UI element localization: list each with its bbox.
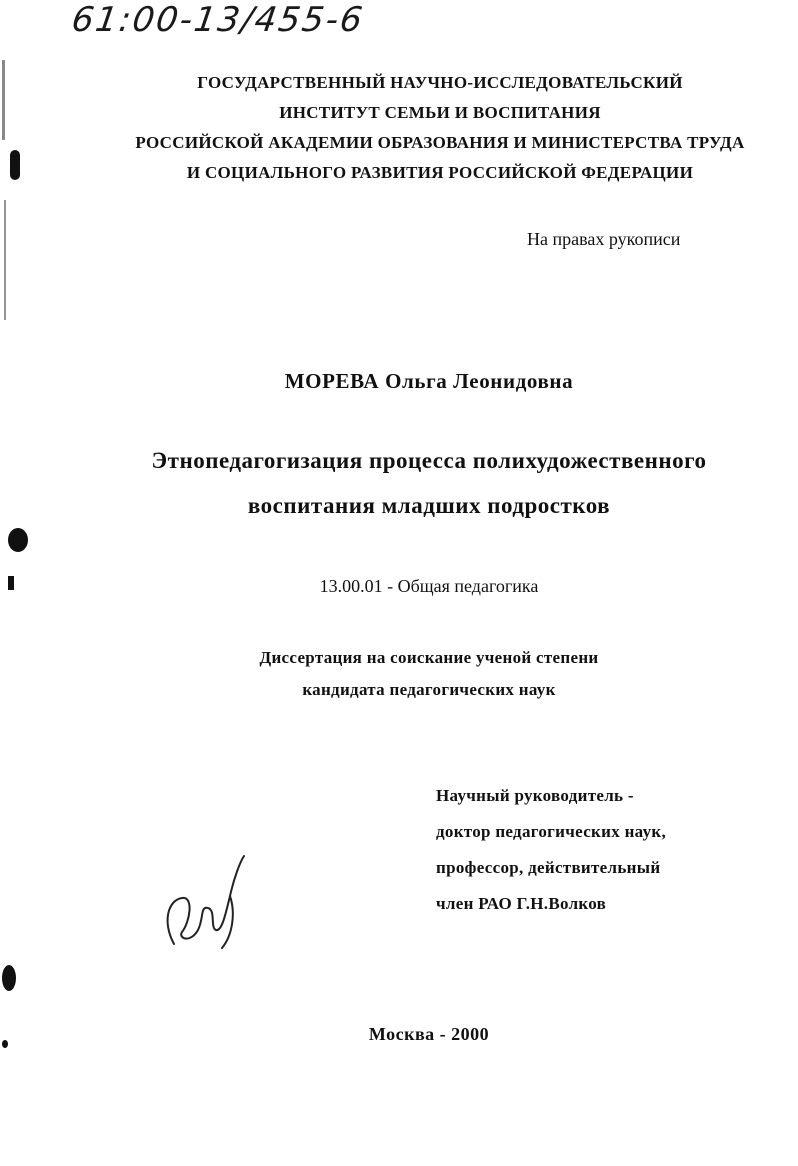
dissertation-title bbox=[0, 444, 798, 534]
institution-line: РОССИЙСКОЙ АКАДЕМИИ ОБРАЗОВАНИЯ И МИНИСТЕРСТВА ТРУДА bbox=[135, 133, 745, 152]
author-surname: МОРЕВА bbox=[284, 369, 380, 393]
degree-line: Диссертация на соискание ученой степени bbox=[259, 648, 599, 667]
degree-line: кандидата педагогических наук bbox=[302, 680, 556, 699]
supervisor-line: Научный руководитель - bbox=[436, 786, 634, 805]
handwritten-signature bbox=[160, 852, 250, 962]
supervisor-line: доктор педагогических наук, bbox=[436, 822, 667, 841]
institution-block bbox=[80, 68, 798, 188]
supervisor-block bbox=[436, 782, 666, 926]
author-name bbox=[0, 369, 798, 394]
supervisor-line: член РАО Г.Н.Волков bbox=[436, 894, 607, 913]
archive-code-handwritten: 61:00-13/455-6 bbox=[69, 0, 367, 40]
city-year: Москва - 2000 bbox=[368, 1024, 490, 1044]
institution-line: ИНСТИТУТ СЕМЬИ И ВОСПИТАНИЯ bbox=[279, 103, 601, 122]
author-given-names: Ольга Леонидовна bbox=[385, 369, 574, 393]
specialty: 13.00.01 - Общая педагогика bbox=[319, 576, 539, 596]
title-line: Этнопедагогизация процесса полихудожественного bbox=[151, 448, 707, 473]
manuscript-note: На правах рукописи bbox=[527, 229, 681, 249]
institution-line: ГОСУДАРСТВЕННЫЙ НАУЧНО-ИССЛЕДОВАТЕЛЬСКИЙ bbox=[197, 73, 683, 92]
institution-line: И СОЦИАЛЬНОГО РАЗВИТИЯ РОССИЙСКОЙ ФЕДЕРАЦИИ bbox=[186, 163, 694, 182]
supervisor-line: профессор, действительный bbox=[436, 858, 661, 877]
title-line: воспитания младших подростков bbox=[247, 493, 611, 518]
degree-statement bbox=[0, 644, 798, 708]
